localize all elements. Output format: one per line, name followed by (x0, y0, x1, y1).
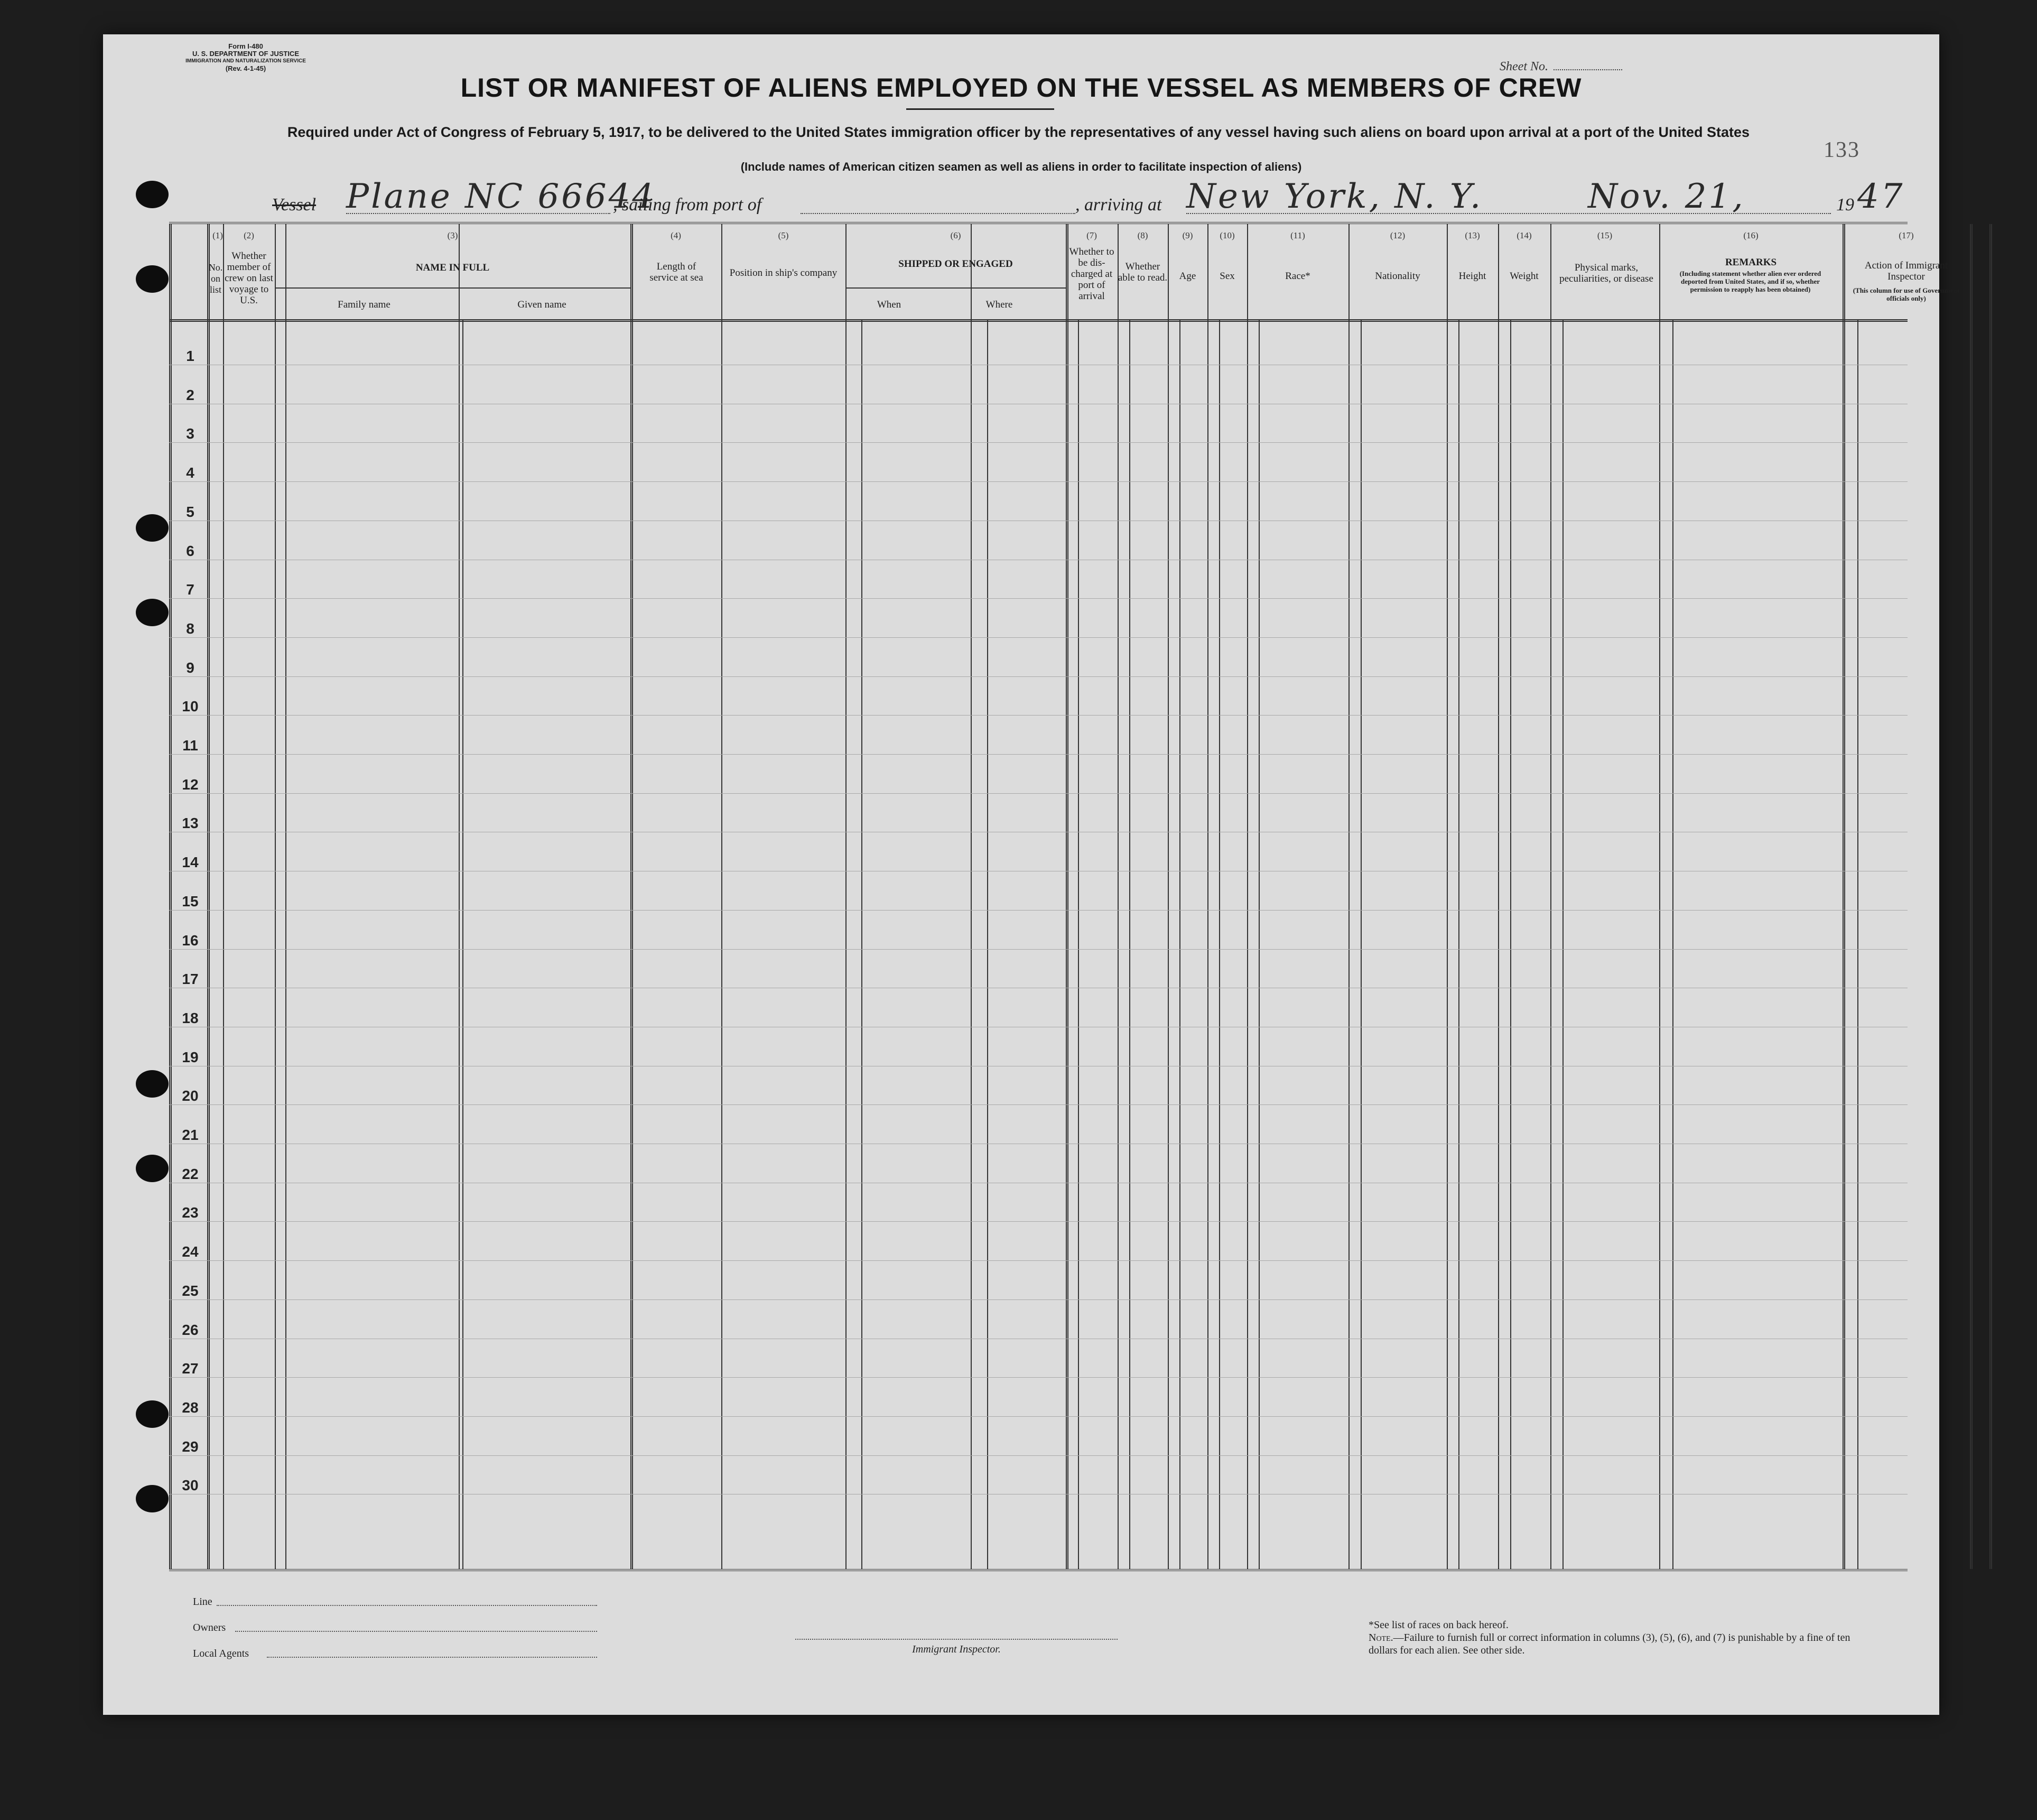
inspector-signature-line[interactable] (795, 1639, 1118, 1640)
row-number: 26 (182, 1321, 199, 1338)
races-note: *See list of races on back hereof. (1369, 1619, 1509, 1631)
row-number: 20 (182, 1088, 199, 1104)
col-7-header: Whether to be dis-charged at port of arrival (1069, 246, 1114, 302)
col-1-number: (1) (212, 230, 223, 240)
col-15-header: Physical marks, peculiarities, or disease (1559, 262, 1653, 284)
vessel-line (272, 177, 1905, 219)
col-3-family-name: Family name (338, 299, 390, 310)
line-field[interactable] (217, 1605, 597, 1606)
table-row (169, 442, 1908, 443)
arrival-date: Nov. 21, (1588, 177, 1745, 216)
punch-hole (136, 1485, 169, 1512)
row-number: 12 (182, 776, 199, 793)
punch-hole (136, 181, 169, 208)
page-subtitle: Required under Act of Congress of February 5, 1917, to be delivered to the United States immigration officer by the representatives of any vessel having such aliens on board upon arrival at a port of the United States (287, 124, 1750, 140)
row-number: 22 (182, 1165, 199, 1182)
sailing-label: , sailing from port of (613, 195, 762, 215)
row-number: 6 (186, 542, 194, 559)
col-4-header: Length of service at sea (649, 261, 703, 283)
col-14-number: (14) (1517, 230, 1532, 240)
col-8-number: (8) (1137, 230, 1148, 240)
table-row (169, 754, 1908, 755)
col-17-note: (This column for use of Government officials only) (1853, 286, 1960, 302)
col-4-number: (4) (671, 230, 681, 240)
arriving-port: New York, N. Y. (1186, 177, 1483, 216)
table-row (169, 1221, 1908, 1222)
row-number: 4 (186, 465, 194, 481)
col-13-header: Height (1458, 271, 1486, 282)
row-number: 24 (182, 1243, 199, 1260)
row-number: 18 (182, 1009, 199, 1026)
table-row (169, 910, 1908, 911)
col-7-number: (7) (1086, 230, 1097, 240)
row-number: 29 (182, 1438, 199, 1455)
table-row (169, 481, 1908, 482)
col-12-number: (12) (1390, 230, 1406, 240)
col-5-header: Position in ship's company (729, 267, 838, 278)
col-16-number: (16) (1743, 230, 1759, 240)
local-agents-field[interactable] (267, 1657, 597, 1658)
col-17-number: (17) (1899, 230, 1914, 240)
col-8-header: Whether able to read. (1118, 261, 1168, 283)
punch-hole (136, 599, 169, 626)
row-number: 21 (182, 1127, 199, 1143)
punch-hole (136, 1070, 169, 1098)
col-6-header: SHIPPED OR ENGAGED (898, 258, 1013, 270)
punch-hole (136, 1155, 169, 1182)
row-number: 30 (182, 1477, 199, 1494)
col-17-header: Action of Immigrant Inspector (1864, 260, 1948, 282)
table-row (169, 949, 1908, 950)
owners-label: Owners (193, 1622, 226, 1633)
stamp-number: 133 (1824, 138, 1860, 162)
arrival-year: 47 (1857, 177, 1905, 216)
row-number: 17 (182, 971, 199, 988)
table-row (169, 637, 1908, 638)
col-6-when: When (877, 299, 901, 310)
col-11-header: Race* (1285, 271, 1310, 282)
row-number: 19 (182, 1048, 199, 1065)
sailing-dotline (801, 213, 1075, 214)
col-6-number: (6) (950, 230, 961, 240)
col-14-header: Weight (1510, 271, 1539, 282)
crew-table (169, 222, 1960, 1571)
col-16-header: REMARKS (1725, 257, 1777, 268)
col-15-number: (15) (1597, 230, 1613, 240)
row-number: 3 (186, 425, 194, 442)
row-number: 1 (186, 348, 194, 364)
col-10-header: Sex (1220, 271, 1235, 282)
immigrant-inspector-label: Immigrant Inspector. (912, 1643, 1001, 1655)
table-row (169, 1260, 1908, 1261)
col-10-number: (10) (1220, 230, 1235, 240)
page-subnote: (Include names of American citizen seamen as well as aliens in order to facilitate inspection of aliens) (740, 160, 1302, 173)
row-number: 7 (186, 581, 194, 598)
col-3-number: (3) (447, 230, 458, 240)
row-number: 14 (182, 854, 199, 871)
col-2-number: (2) (244, 230, 254, 240)
row-number: 28 (182, 1399, 199, 1416)
table-row (169, 1104, 1908, 1105)
table-row (169, 715, 1908, 716)
row-number: 16 (182, 932, 199, 949)
arriving-label: , arriving at (1075, 195, 1162, 215)
form-identifier: Form I-480 U. S. DEPARTMENT OF JUSTICE IMMIGRATION AND NATURALIZATION SERVICE (Rev. 4-1-45) (185, 42, 306, 72)
manifest-page (103, 34, 1960, 1715)
col-9-header: Age (1179, 271, 1196, 282)
local-agents-label: Local Agents (193, 1648, 249, 1659)
row-number: 25 (182, 1282, 199, 1299)
row-number: 9 (186, 659, 194, 676)
col-6-where: Where (985, 299, 1013, 310)
row-number: 10 (182, 698, 199, 715)
vessel-label: Vessel (272, 195, 317, 215)
col-13-number: (13) (1465, 230, 1480, 240)
page-title: LIST OR MANIFEST OF ALIENS EMPLOYED ON THE VESSEL AS MEMBERS OF CREW (460, 73, 1582, 103)
punch-hole (136, 265, 169, 293)
table-row (169, 793, 1908, 794)
table-row (169, 676, 1908, 677)
row-number: 13 (182, 815, 199, 832)
punch-hole (136, 1400, 169, 1428)
row-number: 11 (182, 737, 198, 754)
col-11-number: (11) (1290, 230, 1305, 240)
col-12-header: Nationality (1375, 271, 1420, 282)
table-row (169, 1377, 1908, 1378)
row-number: 5 (186, 503, 194, 520)
col-9-number: (9) (1182, 230, 1193, 240)
col-3-header: NAME IN FULL (415, 262, 490, 273)
col-16-note: (Including statement whether alien ever ordered deported from United States, and if so, whether permission to reapply has been obtained) (1679, 270, 1821, 293)
punch-hole (136, 514, 169, 542)
title-underline (906, 108, 1054, 110)
row-number: 23 (182, 1204, 199, 1221)
col-3-given-name: Given name (517, 299, 566, 310)
table-row (169, 1455, 1908, 1456)
row-number: 2 (186, 386, 194, 403)
table-row (169, 598, 1908, 599)
owners-field[interactable] (235, 1631, 597, 1632)
sheet-number: Sheet No. (1500, 60, 1622, 74)
table-row (169, 1416, 1908, 1417)
vessel-dotline (346, 213, 610, 214)
row-number: 8 (186, 620, 194, 637)
vessel-name: Plane NC 66644 (346, 177, 656, 216)
table-row (169, 1299, 1908, 1300)
col-5-number: (5) (778, 230, 789, 240)
col-2-header: Whether member of crew on last voyage to U.S. (225, 250, 273, 306)
row-number: 27 (182, 1360, 199, 1377)
line-label: Line (193, 1596, 212, 1608)
row-number: 15 (182, 893, 199, 909)
year-prefix: 19 (1836, 195, 1854, 215)
arriving-dotline (1186, 213, 1831, 214)
col-1-header: No. on list (208, 262, 223, 295)
penalty-note: Note.—Failure to furnish full or correct information in columns (3), (5), (6), and (7) is punishable by a fine of ten dollars for each alien. See other side. (1369, 1632, 1850, 1656)
